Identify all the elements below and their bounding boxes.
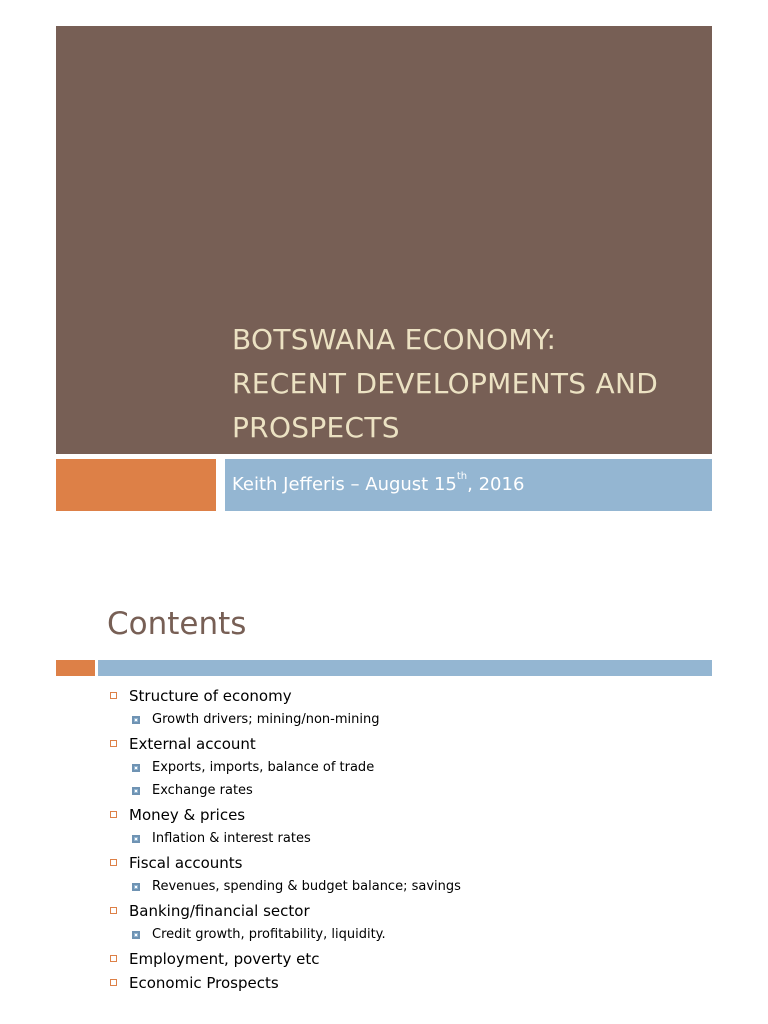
list-item-label: Economic Prospects xyxy=(129,974,279,992)
orange-accent-block xyxy=(56,459,216,511)
square-bullet-icon xyxy=(110,740,117,747)
sub-list-item xyxy=(129,756,708,779)
list-item-label: Employment, poverty etc xyxy=(129,950,320,968)
subtitle-year: , 2016 xyxy=(467,474,525,495)
filled-square-bullet-icon xyxy=(132,931,140,939)
square-bullet-icon xyxy=(110,811,117,818)
subtitle-main-text: Keith Jefferis – August 15 xyxy=(232,474,457,495)
list-item-label: Money & prices xyxy=(129,806,246,824)
sub-item-label: Exports, imports, balance of trade xyxy=(152,760,375,775)
sub-item-label: Inflation & interest rates xyxy=(152,831,311,846)
list-item xyxy=(108,684,708,731)
subtitle-bar xyxy=(225,459,712,511)
list-item-label: Fiscal accounts xyxy=(129,854,243,872)
list-item xyxy=(108,899,708,946)
list-item xyxy=(108,732,708,802)
square-bullet-icon xyxy=(110,692,117,699)
sub-list-item xyxy=(129,875,708,898)
sub-list xyxy=(129,923,708,946)
filled-square-bullet-icon xyxy=(132,787,140,795)
title-line-3: PROSPECTS xyxy=(232,411,400,444)
list-item xyxy=(108,851,708,898)
filled-square-bullet-icon xyxy=(132,835,140,843)
square-bullet-icon xyxy=(110,859,117,866)
blue-divider-bar xyxy=(98,660,712,676)
filled-square-bullet-icon xyxy=(132,716,140,724)
filled-square-bullet-icon xyxy=(132,883,140,891)
list-item xyxy=(108,803,708,850)
list-item xyxy=(108,971,708,995)
subtitle-author-date xyxy=(232,471,525,495)
filled-square-bullet-icon xyxy=(132,764,140,772)
square-bullet-icon xyxy=(110,979,117,986)
subtitle-superscript: th xyxy=(456,471,468,482)
sub-list xyxy=(129,827,708,850)
title-line-1: BOTSWANA ECONOMY: xyxy=(232,323,557,356)
square-bullet-icon xyxy=(110,907,117,914)
list-item-label: Banking/financial sector xyxy=(129,902,310,920)
sub-list xyxy=(129,708,708,731)
sub-list-item xyxy=(129,923,708,946)
title-line-2: RECENT DEVELOPMENTS AND xyxy=(232,367,659,400)
sub-list xyxy=(129,756,708,802)
slide-title xyxy=(232,318,702,450)
sub-item-label: Revenues, spending & budget balance; savings xyxy=(152,879,461,894)
list-item xyxy=(108,947,708,971)
title-slide-background xyxy=(56,26,712,454)
list-item-label: Structure of economy xyxy=(129,687,292,705)
sub-item-label: Credit growth, profitability, liquidity. xyxy=(152,927,386,942)
sub-list-item xyxy=(129,708,708,731)
sub-list-item xyxy=(129,827,708,850)
sub-item-label: Growth drivers; mining/non-mining xyxy=(152,712,380,727)
sub-item-label: Exchange rates xyxy=(152,783,253,798)
square-bullet-icon xyxy=(110,955,117,962)
sub-list-item xyxy=(129,779,708,802)
contents-list xyxy=(108,684,708,995)
orange-accent-small xyxy=(56,660,95,676)
sub-list xyxy=(129,875,708,898)
list-item-label: External account xyxy=(129,735,256,753)
contents-heading: Contents xyxy=(107,606,247,642)
